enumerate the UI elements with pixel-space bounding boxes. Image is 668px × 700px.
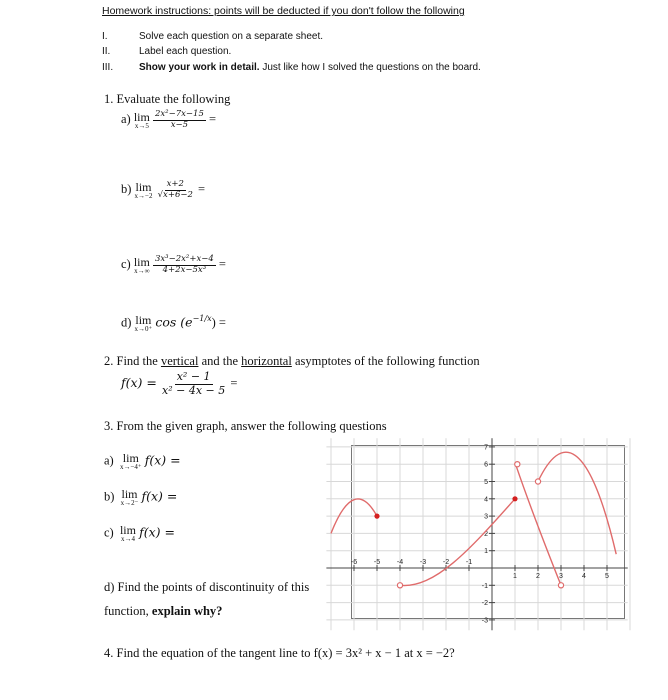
filled-point [374, 514, 379, 519]
q3a-expr: f(x) = [144, 452, 181, 468]
x-tick-label: -5 [373, 559, 381, 566]
q1a-label: a) [121, 112, 131, 127]
instruction-text-3 [139, 62, 481, 73]
q1d-close: ) = [211, 315, 226, 330]
x-tick-label: -3 [419, 559, 427, 566]
q2-vertical: vertical [160, 354, 199, 368]
q3b-expr: f(x) = [141, 488, 178, 504]
q1a-limit: lim x→5 [133, 109, 150, 130]
instructions-title: Homework instructions: points will be deducted if you don't follow the following [102, 5, 465, 17]
q3c-label: c) [104, 525, 114, 540]
open-point [397, 583, 402, 588]
q1c-limit: lim x→∞ [133, 254, 150, 275]
open-point [558, 583, 563, 588]
q3b-limit: lim x→2⁻ [120, 487, 139, 507]
q1a [121, 110, 216, 131]
y-tick-label: 6 [484, 461, 488, 469]
q1b-limit: lim x→−2 [134, 179, 153, 200]
graph-svg [350, 444, 624, 625]
q1a-fraction: $\frac{\text{2x²−7x−15}}{x-5}$ [154, 109, 204, 130]
q1b-fraction: $\frac{x+2}{√x+6-2}$ [157, 179, 193, 200]
x-tick-label: -4 [396, 559, 404, 566]
x-tick-label: 5 [605, 573, 609, 580]
open-point [515, 462, 520, 467]
q3-label: 3. From the given graph, answer the following questions [104, 419, 387, 433]
y-tick-label: -1 [481, 582, 488, 590]
q3a [104, 452, 181, 471]
instruction-text-1: Solve each question on a separate sheet. [139, 31, 324, 42]
instruction-number-2: II. [102, 46, 111, 57]
q1b-equals: = [198, 182, 206, 197]
x-tick-label: 2 [536, 573, 540, 580]
q1c [121, 255, 226, 276]
q3b [104, 488, 177, 507]
y-tick-label: -2 [481, 600, 488, 608]
q3c-expr: f(x) = [139, 524, 175, 540]
x-tick-label: 4 [582, 573, 586, 580]
instruction-number-1: I. [102, 31, 108, 42]
q1a-equals: = [208, 112, 217, 127]
q1-label: 1. Evaluate the following [104, 92, 231, 106]
q4-label: 4. Find the equation of the tangent line to f(x) = 3x² + x − 1 at x = −2? [104, 646, 455, 660]
y-tick-label: 5 [484, 479, 488, 486]
x-tick-label: -6 [350, 559, 358, 566]
q1c-label: c) [121, 257, 131, 272]
function-graph [350, 444, 625, 625]
q2-equals: = [230, 376, 238, 391]
y-tick-label: 7 [484, 444, 488, 452]
q2-horizontal: horizontal [241, 354, 292, 368]
q1d-expr: cos (e [155, 314, 193, 330]
y-tick-label: 3 [484, 513, 488, 521]
q1c-fraction: $\frac{\text{3x³−2x²+x−4}}{\text{4+2x−5x³}}$ [154, 254, 214, 275]
q3d-line1: d) Find the points of discontinuity of this [104, 580, 310, 594]
x-tick-label: 1 [513, 573, 517, 580]
q1d-limit: lim x→0⁺ [134, 313, 153, 333]
y-tick-label: 4 [484, 496, 488, 504]
instruction-rest: Just like how I solved the questions on the board. [259, 62, 481, 73]
q1d-exponent: −1/x [192, 314, 212, 324]
instruction-number-3: III. [102, 62, 114, 73]
y-tick-label: 1 [484, 548, 488, 556]
y-tick-label: 2 [484, 530, 488, 538]
q1b-label: b) [121, 182, 132, 197]
q1d [121, 314, 226, 333]
q1c-equals: = [218, 257, 226, 272]
q2-label: 2. Find the vertical and the horizontal asymptotes of the following function [104, 354, 480, 368]
instruction-text-2: Label each question. [139, 46, 232, 57]
instruction-bold: Show your work in detail. [139, 62, 260, 73]
filled-point [512, 496, 517, 501]
x-tick-label: -2 [442, 559, 450, 566]
q1d-label: d) [121, 315, 132, 330]
q3c-limit: lim x→4 [119, 523, 136, 543]
q3d-bold: explain why? [151, 604, 223, 618]
curve-middle [400, 499, 515, 586]
q2-fraction: $\frac{\text{x² − 1}}{\text{x² − 4x − 5}}$ [162, 370, 226, 397]
y-tick-label: -3 [481, 617, 488, 625]
x-tick-label: -1 [465, 559, 473, 566]
q3c [104, 524, 175, 543]
q1b [121, 180, 205, 201]
curve-right [538, 452, 616, 554]
q2-fx: f(x) = [121, 375, 157, 391]
q3a-label: a) [104, 453, 114, 468]
q2-function [121, 371, 237, 397]
open-point [535, 479, 540, 484]
x-tick-label: 3 [559, 573, 563, 580]
q3d-line2: function, explain why? [104, 604, 223, 618]
q3a-limit: lim x→−4⁺ [119, 451, 142, 471]
q3b-label: b) [104, 489, 115, 504]
